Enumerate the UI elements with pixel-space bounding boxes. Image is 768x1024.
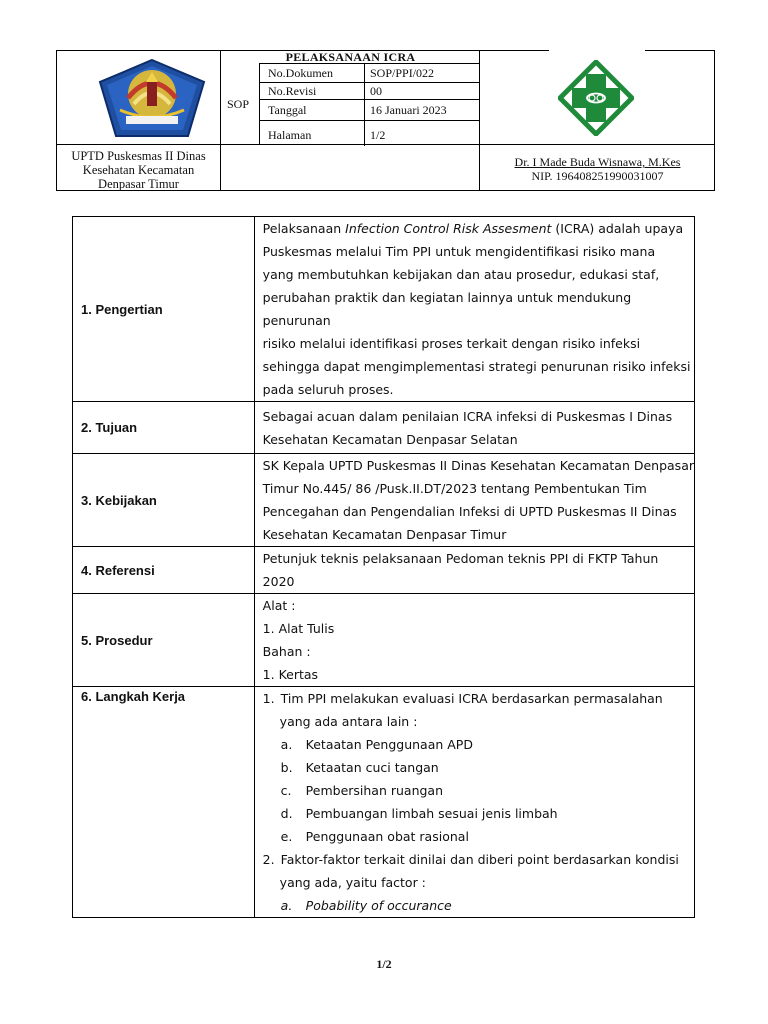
sub-letter: b. <box>280 760 293 775</box>
text-span: (ICRA) adalah upaya <box>551 221 684 236</box>
sub-text: Ketaatan cuci tangan <box>305 760 439 775</box>
left-logo-cell <box>57 51 220 144</box>
section-label: 3. Kebijakan <box>73 454 255 547</box>
doc-info-label: Tanggal <box>268 103 307 117</box>
sop-content-table <box>72 216 695 918</box>
sop-label: SOP <box>227 97 250 111</box>
text-line: pada seluruh proses. <box>262 382 394 397</box>
section-content <box>254 217 694 402</box>
official-name: Dr. I Made Buda Wisnawa, M.Kes <box>514 155 681 169</box>
sub-item <box>263 802 694 825</box>
doc-info-label: No.Revisi <box>268 84 317 98</box>
doc-info-value: SOP/PPI/022 <box>370 66 435 80</box>
institution-line: Denpasar Timur <box>98 177 179 191</box>
text-line: Petunjuk teknis pelaksanaan Pedoman teknis PPI di FKTP Tahun <box>262 551 659 566</box>
doc-info-row <box>260 64 480 82</box>
text-line: risiko melalui identifikasi proses terkait dengan risiko infeksi <box>262 336 641 351</box>
text-line: Sebagai acuan dalam penilaian ICRA infeksi di Puskesmas I Dinas <box>262 408 673 424</box>
step-continuation: yang ada antara lain : <box>279 714 418 729</box>
badung-emblem-icon <box>96 58 208 138</box>
section-label: 2. Tujuan <box>73 402 255 454</box>
step-number: 1. <box>262 691 275 706</box>
section-content <box>254 547 694 594</box>
sub-text: Pembuangan limbah sesuai jenis limbah <box>305 806 558 821</box>
sub-text: Penggunaan obat rasional <box>305 829 469 844</box>
italic-term: Infection Control Risk Assesment <box>345 221 552 236</box>
section-row <box>73 687 695 918</box>
text-line: perubahan praktik dan kegiatan lainnya untuk mendukung penurunan <box>262 290 632 328</box>
section-content <box>254 687 694 918</box>
right-logo-cell <box>479 51 715 144</box>
doc-info-row <box>260 99 480 121</box>
text-line: Pencegahan dan Pengendalian Infeksi di UPTD Puskesmas II Dinas <box>262 504 677 519</box>
text-line: Kesehatan Kecamatan Denpasar Timur <box>262 527 507 542</box>
sub-item <box>263 779 694 802</box>
sop-header <box>56 50 715 191</box>
doc-info-row <box>260 120 480 146</box>
step-number: 2. <box>262 852 275 867</box>
section-row <box>73 594 695 687</box>
document-title: PELAKSANAAN ICRA <box>220 51 480 63</box>
sub-item <box>263 825 694 848</box>
sub-text: Ketaatan Penggunaan APD <box>305 737 473 752</box>
text-line: Alat : <box>262 598 296 613</box>
sub-item <box>263 894 694 917</box>
section-label: 4. Referensi <box>73 547 255 594</box>
text-line: SK Kepala UPTD Puskesmas II Dinas Kesehatan Kecamatan Denpasar <box>262 458 694 473</box>
page-number: 1/2 <box>376 957 392 971</box>
institution-cell <box>57 144 220 191</box>
text-line: 2020 <box>262 574 295 589</box>
step-item <box>263 687 694 710</box>
text-line: Puskesmas melalui Tim PPI untuk mengidentifikasi risiko mana <box>262 244 656 259</box>
doc-info-label: Halaman <box>268 128 312 142</box>
sub-item <box>263 756 694 779</box>
sub-letter: c. <box>280 783 292 798</box>
sub-text: Pobability of occurance <box>305 898 452 913</box>
text-line: 1. Alat Tulis <box>262 621 335 636</box>
section-label: 5. Prosedur <box>73 594 255 687</box>
section-row <box>73 217 695 402</box>
text-line: Kesehatan Kecamatan Denpasar Selatan <box>262 431 518 447</box>
signature-cell <box>479 144 715 191</box>
section-label: 6. Langkah Kerja <box>73 687 255 918</box>
doc-info-table <box>259 63 480 145</box>
sub-item <box>263 733 694 756</box>
doc-info-value: 00 <box>370 84 382 98</box>
puskesmas-emblem-icon <box>558 60 634 136</box>
text-line: Timur No.445/ 86 /Pusk.II.DT/2023 tentang Pembentukan Tim <box>262 481 647 496</box>
section-content <box>254 594 694 687</box>
step-continuation: yang ada, yaitu factor : <box>279 875 426 890</box>
text-line: yang membutuhkan kebijakan dan atau prosedur, edukasi staf, <box>262 267 660 282</box>
step-text: Tim PPI melakukan evaluasi ICRA berdasarkan permasalahan <box>280 691 663 706</box>
sub-letter: a. <box>280 737 293 752</box>
text-line: Bahan : <box>262 644 311 659</box>
sub-letter: d. <box>280 806 293 821</box>
doc-info-value: 16 Januari 2023 <box>370 103 447 117</box>
sub-letter: e. <box>280 829 293 844</box>
official-nip: NIP. 196408251990031007 <box>531 169 664 183</box>
sub-letter: a. <box>280 898 293 913</box>
doc-info-row <box>260 82 480 100</box>
doc-info-label: No.Dokumen <box>268 66 333 80</box>
section-row <box>73 547 695 594</box>
section-row <box>73 402 695 454</box>
text-line: 1. Kertas <box>262 667 319 682</box>
section-content <box>254 402 694 454</box>
step-text: Faktor-faktor terkait dinilai dan diberi point berdasarkan kondisi <box>280 852 679 867</box>
institution-line: UPTD Puskesmas II Dinas <box>71 149 206 163</box>
sop-cell <box>220 63 260 144</box>
institution-line: Kesehatan Kecamatan <box>82 163 195 177</box>
blank-cell <box>220 144 480 191</box>
doc-info-value: 1/2 <box>370 128 386 142</box>
section-label: 1. Pengertian <box>73 217 255 402</box>
step-item <box>263 848 694 871</box>
section-content <box>254 454 694 547</box>
sub-text: Pembersihan ruangan <box>305 783 444 798</box>
text-line: sehingga dapat mengimplementasi strategi penurunan risiko infeksi <box>262 359 691 374</box>
section-row <box>73 454 695 547</box>
text-span: Pelaksanaan <box>262 221 346 236</box>
